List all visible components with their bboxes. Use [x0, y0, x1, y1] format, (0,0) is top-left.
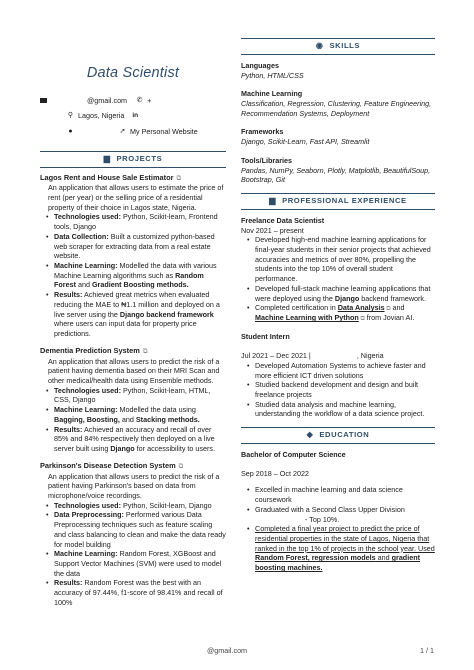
- contact-row-3: [40, 127, 226, 137]
- external-link-icon[interactable]: ⧉: [142, 347, 148, 355]
- footer-email: @gmail.com: [207, 646, 248, 655]
- project-title: [40, 346, 226, 357]
- project-desc: An application that allows users to predict the risk of a patient having dementia based on their MRI Scan and other medical/health data using Ensemble methods.: [48, 356, 220, 385]
- linkedin-icon[interactable]: in: [132, 111, 139, 119]
- education-heading-text: EDUCATION: [319, 430, 370, 440]
- job-location: , Nigeria: [356, 351, 384, 361]
- project-title-text: Parkinson's Disease Detection System: [40, 460, 176, 470]
- skills-heading: [241, 38, 435, 55]
- list-item: • Machine Learning: Modelled the data with various Machine Learning algorithms such as Random Forest and Gradient Boosting methods.: [54, 261, 226, 290]
- website-contact[interactable]: [118, 127, 198, 137]
- phone-icon: ✆: [136, 96, 143, 104]
- job-dates: Jul 2021 – Dec 2021 |: [241, 351, 311, 361]
- list-item: • Results: Achieved an accuracy and recall of over 85% and 84% respectively then deployed on a live server built using Django for accessibility to users.: [54, 425, 226, 454]
- project-item: [40, 173, 226, 339]
- mail-icon: [40, 98, 47, 103]
- list-item: • Developed Automation Systems to achieve faster and more efficient ICT driven solutions: [255, 361, 435, 380]
- website-link[interactable]: My Personal Website: [130, 127, 198, 136]
- skill-group: [241, 127, 435, 146]
- skill-group-title: Tools/Libraries: [241, 155, 292, 165]
- contact-row-2: [40, 111, 226, 121]
- data-analysis-link[interactable]: Data Analysis: [337, 303, 385, 313]
- skill-group-value: Python, HTML/CSS: [241, 70, 304, 80]
- email-contact[interactable]: [40, 96, 127, 106]
- project-bullets: [40, 501, 226, 608]
- email-text[interactable]: @gmail.com: [87, 95, 128, 105]
- experience-heading-text: PROFESSIONAL EXPERIENCE: [282, 196, 407, 206]
- page-number: 1 / 1: [420, 646, 434, 655]
- skill-group: [241, 156, 435, 185]
- job-title: Freelance Data Scientist: [241, 215, 325, 225]
- globe-icon: ◉: [315, 41, 324, 50]
- phone-text: +: [147, 95, 152, 105]
- skill-group: [241, 61, 435, 80]
- skill-group-title: Languages: [241, 60, 279, 70]
- project-item: [40, 346, 226, 454]
- skill-group-value: Pandas, NumPy, Seaborn, Plotly, Matplotlib, BeautifulSoup, Bootstrap, Git: [241, 165, 431, 185]
- phone-contact: [135, 96, 151, 106]
- project-bullets: [40, 386, 226, 454]
- right-column: [241, 38, 435, 573]
- ml-python-link[interactable]: Machine Learning with Python: [255, 313, 359, 323]
- resume-name: Data Scientist: [86, 65, 180, 81]
- external-link-icon[interactable]: ⧉: [178, 462, 184, 470]
- skill-group-value: Django, Scikit-Learn, Fast API, Streamlit: [241, 137, 370, 147]
- list-item: • Technologies used: Python, Scikit-learn, HTML, CSS, Django: [54, 386, 226, 405]
- project-desc: An application that allows users to estimate the price of rent (per year) or the selling price of a residential property of their choice in Lagos state, Nigeria.: [48, 183, 224, 212]
- list-item: • Completed certification in Data Analysis ⧉ and Machine Learning with Python ⧉ from Jovian AI.: [255, 303, 435, 323]
- folder-icon: ▆: [103, 153, 111, 163]
- list-item: • Completed a final year project to predict the price of residential properties in the state of Lagos, Nigeria that ranked in the top 1% of projects in the school year. Used Random Forest, regression models and gradient boosting machines.: [255, 524, 435, 573]
- education-dates: Sep 2018 – Oct 2022: [241, 468, 309, 478]
- project-bullets: [40, 212, 226, 338]
- project-title: [40, 461, 226, 472]
- external-link-icon[interactable]: ⧉: [384, 306, 391, 313]
- project-title-text: Dementia Prediction System: [40, 345, 140, 355]
- projects-heading-text: PROJECTS: [116, 153, 163, 163]
- briefcase-icon: ▆: [269, 195, 277, 205]
- education-bullets: [241, 485, 435, 572]
- project-desc: An application that allows users to predict the risk of a patient having Parkinson's based on data from microphone/voice recordings.: [48, 471, 220, 500]
- list-item: • Studied data analysis and machine learning, understanding the workflow of a data science project.: [255, 400, 435, 419]
- skill-group-title: Machine Learning: [241, 89, 303, 99]
- job-title: Student Intern: [241, 332, 290, 342]
- cursor-icon: ➚: [119, 128, 126, 136]
- job-entry: [241, 332, 435, 419]
- project-title: [40, 173, 226, 184]
- job-dates: Nov 2021 – present: [241, 225, 304, 235]
- skill-group-value: Classification, Regression, Clustering, Feature Engineering, Recommendation Systems, Deployment: [241, 98, 432, 118]
- external-link-icon[interactable]: ⧉: [358, 316, 365, 323]
- list-item: • Data Preprocessing: Performed various Data Preprocessing techniques such as feature scaling and class balancing to clean and make the data ready for model building: [54, 510, 226, 549]
- contact-row-1: [40, 96, 226, 106]
- list-item: • Machine Learning: Random Forest, XGBoost and Support Vector Machines (SVM) were used to model the data: [54, 549, 226, 578]
- list-item: • Developed full-stack machine learning applications that were deployed using the Django backend framework.: [255, 284, 435, 303]
- skills-heading-text: SKILLS: [329, 41, 361, 51]
- job-meta: [241, 351, 435, 361]
- list-item: • Technologies used: Python, Scikit-learn, Django: [54, 501, 226, 511]
- experience-heading: [241, 193, 435, 210]
- linkedin-contact[interactable]: [132, 112, 138, 121]
- list-item: • Developed high-end machine learning applications for final-year students in their senior projects that achieved accuracies and metrics of over 80%, propelling the students into the top 10% of overall student performance.: [255, 235, 435, 284]
- graduation-cap-icon: ◆: [306, 430, 314, 440]
- skill-group: [241, 89, 435, 118]
- list-item: • Data Collection: Built a customized python-based web scraper for extracting data from a real estate website.: [54, 232, 226, 261]
- degree-title: Bachelor of Computer Science: [241, 449, 346, 459]
- project-item: [40, 461, 226, 608]
- external-link-icon[interactable]: ⧉: [176, 174, 182, 182]
- left-column: [40, 36, 226, 608]
- map-pin-icon: ⚲: [67, 112, 74, 120]
- list-item: • Studied backend development and design and built freelance projects: [255, 380, 435, 399]
- job-entry: [241, 216, 435, 324]
- education-entry: [241, 450, 435, 573]
- education-heading: [241, 427, 435, 444]
- list-item: • Technologies used: Python, Scikit-learn, Frontend tools, Django: [54, 212, 226, 231]
- list-item: • Graduated with a Second Class Upper Division - Top 10%.: [255, 505, 435, 524]
- github-contact[interactable]: [66, 127, 78, 136]
- list-item: • Excelled in machine learning and data science coursework: [255, 485, 435, 504]
- location-contact: [66, 111, 124, 121]
- list-item: • Results: Achieved great metrics when evaluated reducing the MAE to ₦1.1 million and deployed on a live server using the Django backend framework where users can input data for property price predictions.: [54, 290, 226, 339]
- github-icon[interactable]: ●: [68, 128, 73, 136]
- list-item: • Results: Random Forest was the best with an accuracy of 97.44%, f1-score of 98.41% and recall of 100%: [54, 578, 226, 607]
- list-item: • Machine Learning: Modelled the data using Bagging, Boosting, and Stacking methods.: [54, 405, 226, 424]
- location-text: Lagos, Nigeria: [78, 111, 125, 121]
- job-bullets: [241, 235, 435, 323]
- job-bullets: [241, 361, 435, 419]
- project-title-text: Lagos Rent and House Sale Estimator: [40, 172, 174, 182]
- skill-group-title: Frameworks: [241, 127, 284, 137]
- projects-heading: [40, 151, 226, 168]
